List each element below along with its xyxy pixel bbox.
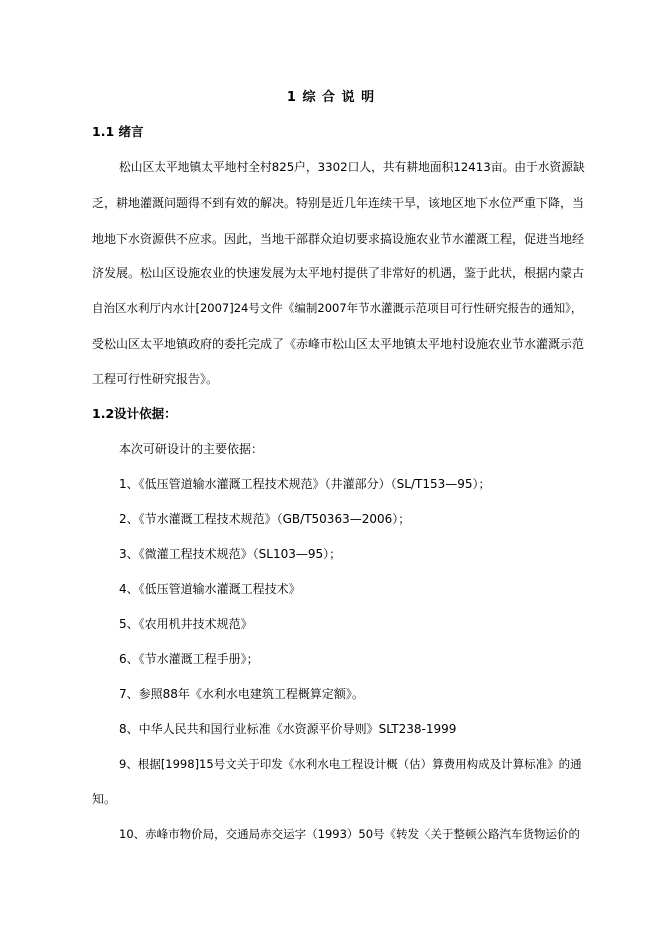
paragraph-line: 地地下水资源供不应求。因此，当地干部群众迫切要求搞设施农业节水灌溉工程，促进当地经 (92, 232, 585, 246)
list-item: 4、《低压管道输水灌溉工程技术》 (119, 582, 301, 596)
page-title: 1 综 合 说 明 (286, 90, 376, 105)
section-heading-1-1: 1.1 绪言 (92, 124, 144, 139)
paragraph-line: 乏，耕地灌溉问题得不到有效的解决。特别是近几年连续干旱，该地区地下水位严重下降，当 (92, 196, 585, 210)
list-item: 3、《微灌工程技术规范》（SL103—95）； (119, 547, 342, 561)
section-heading-1-2: 1.2设计依据： (92, 406, 177, 421)
list-item: 5、《农用机井技术规范》 (119, 617, 253, 631)
list-item: 6、《节水灌溉工程手册》； (119, 652, 259, 666)
paragraph-line: 受松山区太平地镇政府的委托完成了《赤峰市松山区太平地镇太平地村设施农业节水灌溉示范 (92, 337, 585, 351)
list-item: 7、参照88年《水利水电建筑工程概算定额》。 (119, 687, 364, 701)
intro-line: 本次可研设计的主要依据： (119, 442, 264, 456)
list-item: 1、《低压管道输水灌溉工程技术规范》（井灌部分）（SL/T153—95）； (119, 477, 491, 491)
paragraph-line: 自治区水利厅内水计[2007]24号文件《编制2007年节水灌溉示范项目可行性研究报告的通知》， (92, 301, 583, 315)
paragraph-line: 松山区太平地镇太平地村全村825户，3302口人，共有耕地面积12413亩。由于水资源缺 (119, 160, 585, 174)
list-item: 9、根据[1998]15号文关于印发《水利水电工程设计概（估）算费用构成及计算标准》的通 (119, 757, 582, 771)
list-item: 10、赤峰市物价局，交通局赤交运字（1993）50号《转发〈关于整顿公路汽车货物运价的 (119, 827, 581, 841)
list-item: 2、《节水灌溉工程技术规范》（GB/T50363—2006）； (119, 512, 411, 526)
list-item-continuation: 知。 (92, 792, 117, 806)
paragraph-line: 济发展。松山区设施农业的快速发展为太平地村提供了非常好的机遇，鉴于此状，根据内蒙古 (92, 266, 585, 280)
paragraph-line: 工程可行性研究报告》。 (92, 372, 219, 386)
list-item: 8、中华人民共和国行业标准《水资源平价导则》SLT238-1999 (119, 722, 457, 736)
